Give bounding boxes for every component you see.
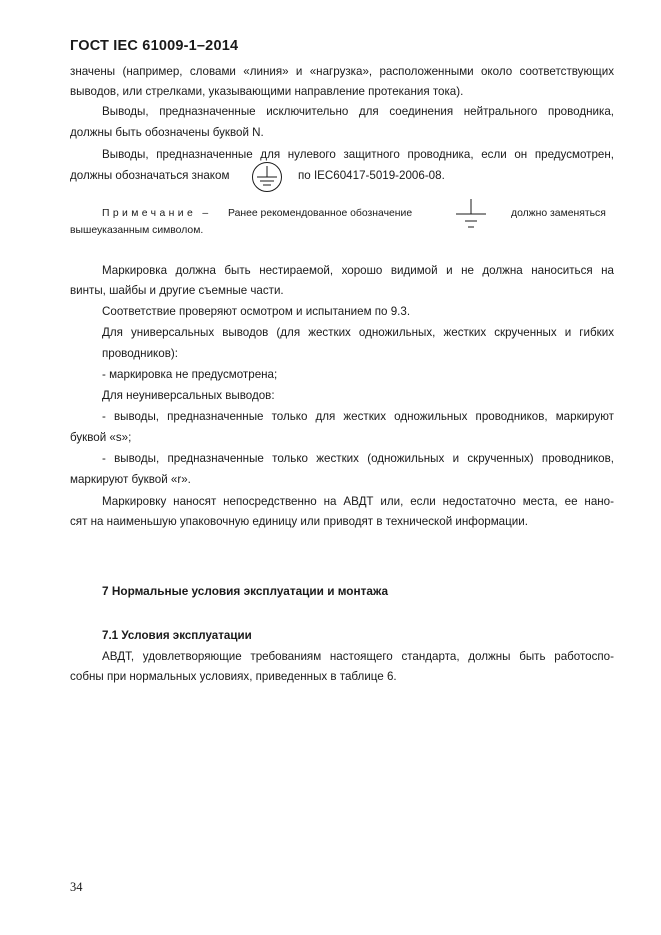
text-line: должны быть обозначены буквой N. [70, 126, 264, 139]
text-line: Маркировка должна быть нестираемой, хорошо видимой и не должна наноситься на [102, 264, 614, 277]
text-line: Соответствие проверяют осмотром и испытанием по 9.3. [102, 305, 411, 318]
text-line: Маркировку наносят непосредственно на АВДТ или, если недостаточно места, ее нано- [102, 495, 614, 508]
text-line: Для неуниверсальных выводов: [102, 389, 275, 402]
text-line: Для универсальных выводов (для жестких одножильных, жестких скрученных и гибких [102, 326, 614, 339]
text-line: АВДТ, удовлетворяющие требованиям настоящего стандарта, должны быть работоспо- [102, 650, 614, 663]
text-line: буквой «s»; [70, 431, 132, 444]
text-line: собны при нормальных условиях, приведенных в таблице 6. [70, 670, 397, 683]
text-line: проводников): [102, 347, 178, 360]
text-line: - маркировка не предусмотрена; [102, 368, 278, 381]
text-line: сят на наименьшую упаковочную единицу или приводят в технической информации. [70, 515, 528, 528]
text-line: Выводы, предназначенные исключительно для соединения нейтрального проводника, [102, 105, 614, 118]
text-line: винты, шайбы и другие съемные части. [70, 284, 284, 297]
text-line: - выводы, предназначенные только жестких (одножильных и скрученных) проводников, [102, 452, 614, 465]
page-number: 34 [70, 880, 83, 894]
note-text: Ранее рекомендованное обозначение [228, 208, 413, 219]
section-heading: 7 Нормальные условия эксплуатации и монтажа [102, 584, 389, 598]
text-line: должны обозначаться знаком [70, 169, 230, 182]
document-header: ГОСТ IEC 61009-1–2014 [70, 38, 239, 54]
subsection-heading: 7.1 Условия эксплуатации [102, 629, 252, 642]
text-line: Выводы, предназначенные для нулевого защитного проводника, если он предусмотрен, [102, 148, 614, 161]
note-label: Примечание – [102, 208, 212, 219]
protective-earth-icon [245, 161, 289, 193]
note-line: вышеуказанным символом. [70, 225, 204, 236]
text-line: - выводы, предназначенные только для жестких одножильных проводников, маркируют [102, 410, 614, 423]
text-line: маркируют буквой «r». [70, 473, 191, 486]
text-line: выводов, или стрелками, указывающими направление протекания тока). [70, 85, 464, 98]
text-line: значены (например, словами «линия» и «нагрузка», расположенными около соответствующих [70, 65, 614, 78]
note-text-end: должно заменяться [511, 208, 606, 219]
text-line: по IEC60417-5019-2006-08. [298, 169, 445, 182]
